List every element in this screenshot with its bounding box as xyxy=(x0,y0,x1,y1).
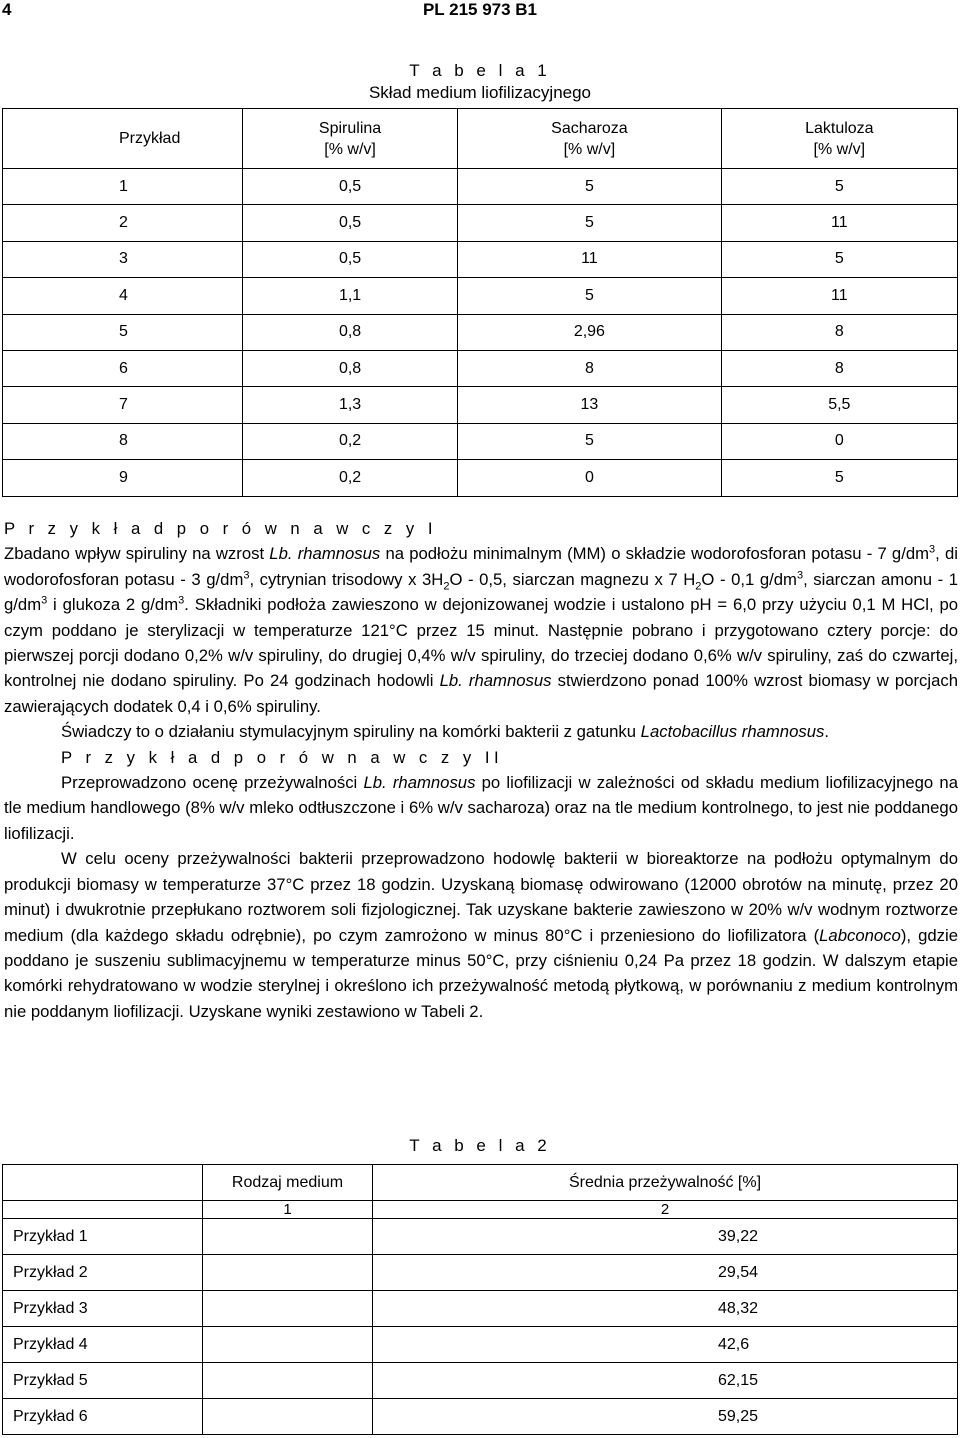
table2-column-number: 2 xyxy=(373,1201,958,1219)
table2-cell: Przykład 3 xyxy=(3,1291,203,1327)
table1-cell: 7 xyxy=(3,387,243,423)
table1-cell: 2,96 xyxy=(458,314,722,350)
table1-cell: 11 xyxy=(721,205,957,241)
table2-cell: 62,15 xyxy=(373,1363,958,1399)
table2-cell xyxy=(203,1363,373,1399)
table1-cell: 8 xyxy=(721,314,957,350)
table2-column-number xyxy=(3,1201,203,1219)
table1-cell: 13 xyxy=(458,387,722,423)
table1-cell: 1,3 xyxy=(243,387,458,423)
table1-cell: 1,1 xyxy=(243,278,458,314)
table2-cell: 39,22 xyxy=(373,1219,958,1255)
paragraph-1: Zbadano wpływ spiruliny na wzrost Lb. rhamnosus na podłożu minimalnym (MM) o składzie wodorofosforan potasu - 7 $g/dm^3$, di wodorofosforan potasu - 3 $g/dm^3$, cytrynian trisodowy x $3H_2O - 0,5$, siarczan magnezu x 7 $H_2O - 0,1$ $g/dm^3$, siarczan amonu - 1 $g/dm^3$ i glukoza 2 $g/dm^3$. Składniki podłoża zawieszono w dejonizowanej wodzie i ustalono pH = 6,0 przy użyciu 0,1 M HCl, po czym poddano je sterylizacji w temperaturze 121°C przez 15 minut. Następnie pobrano i przygotowano cztery porcje: do pierwszej porcji dodano 0,2% w/v spiruliny, do drugiej 0,4% w/v spiruliny, do trzeciej dodano 0,6% w/v spiruliny, zaś do czwartej, kontrolnej nie dodano spiruliny. Po 24 godzinach hodowli Lb. rhamnosus stwierdzono ponad 100% wzrost biomasy w porcjach zawierających dodatek 0,4 i 0,6% spiruliny. xyxy=(4,543,958,716)
table1-cell: 8 xyxy=(3,423,243,459)
table1-header-cell: Sacharoza [% w/v] xyxy=(458,109,722,169)
table2-cell: Przykład 1 xyxy=(3,1219,203,1255)
table1-cell: 8 xyxy=(458,350,722,386)
table2-cell xyxy=(203,1255,373,1291)
table1-cell: 5 xyxy=(458,169,722,205)
table-row xyxy=(3,1291,958,1327)
table1-cell: 5 xyxy=(458,205,722,241)
table-row xyxy=(3,1255,958,1291)
table1-caption xyxy=(0,60,960,104)
example-1-heading: P r z y k ł a d p o r ó w n a w c z y I xyxy=(4,519,438,538)
table1-cell: 0 xyxy=(721,423,957,459)
table2-cell xyxy=(203,1327,373,1363)
table1-header-cell: Laktuloza [% w/v] xyxy=(721,109,957,169)
table1-subtitle: Skład medium liofilizacyjnego xyxy=(368,83,592,102)
table-row xyxy=(3,1327,958,1363)
paragraph-3: Przeprowadzono ocenę przeżywalności Lb. rhamnosus po liofilizacji w zależności od składu medium liofilizacyjnego na tle medium handlowego (8% w/v mleko odtłuszczone i 6% w/v sacharoza) oraz na tle medium kontrolnego, to jest nie poddanego liofilizacji. xyxy=(4,773,958,843)
table2-cell: Przykład 2 xyxy=(3,1255,203,1291)
table1-cell: 6 xyxy=(3,350,243,386)
table-row xyxy=(3,1219,958,1255)
table1-cell: 0,2 xyxy=(243,460,458,496)
table1-cell: 0,5 xyxy=(243,169,458,205)
table1-cell: 5 xyxy=(458,423,722,459)
table1-cell: 4 xyxy=(3,278,243,314)
table-row xyxy=(3,350,958,386)
table2-header-cell xyxy=(3,1165,203,1201)
table2-cell xyxy=(203,1219,373,1255)
table1-cell: 5 xyxy=(721,169,957,205)
table2-title: T a b e l a 2 xyxy=(409,1136,551,1155)
table1-header-cell: Spirulina [% w/v] xyxy=(243,109,458,169)
table1-cell: 0 xyxy=(458,460,722,496)
example-2-heading: P r z y k ł a d p o r ó w n a w c z y II xyxy=(61,747,504,767)
table2-cell: Przykład 5 xyxy=(3,1363,203,1399)
table1-cell: 5 xyxy=(458,278,722,314)
table-row xyxy=(3,169,958,205)
table2-cell: Przykład 4 xyxy=(3,1327,203,1363)
table1-cell: 11 xyxy=(721,278,957,314)
table1-cell: 5 xyxy=(721,460,957,496)
table1-cell: 0,8 xyxy=(243,350,458,386)
table1-cell: 5 xyxy=(3,314,243,350)
table-row xyxy=(3,205,958,241)
table2 xyxy=(2,1164,958,1435)
table2-cell xyxy=(203,1399,373,1435)
table1-cell: 1 xyxy=(3,169,243,205)
table1-cell: 0,5 xyxy=(243,205,458,241)
page-number: 4 xyxy=(2,0,12,19)
page-header xyxy=(0,0,960,22)
table2-header-cell: Rodzaj medium xyxy=(203,1165,373,1201)
table2-cell: 29,54 xyxy=(373,1255,958,1291)
table1-cell: 5 xyxy=(721,241,957,277)
table-row xyxy=(3,1363,958,1399)
table2-cell: 48,32 xyxy=(373,1291,958,1327)
body-text xyxy=(4,516,958,1024)
table-row xyxy=(3,1399,958,1435)
table-row xyxy=(3,423,958,459)
table1-header-cell: Przykład xyxy=(3,109,243,169)
paragraph-2: Świadczy to o działaniu stymulacyjnym spiruliny na komórki bakterii z gatunku Lactobacillus rhamnosus. xyxy=(61,722,829,742)
table2-cell: 42,6 xyxy=(373,1327,958,1363)
table2-cell: 59,25 xyxy=(373,1399,958,1435)
table2-cell xyxy=(203,1291,373,1327)
table2-header-row xyxy=(3,1165,958,1201)
table-row xyxy=(3,460,958,496)
table1-cell: 8 xyxy=(721,350,957,386)
table1-cell: 11 xyxy=(458,241,722,277)
table1-header-row xyxy=(3,109,958,169)
table-row xyxy=(3,278,958,314)
table1-cell: 9 xyxy=(3,460,243,496)
table1-cell: 5,5 xyxy=(721,387,957,423)
table1-title: T a b e l a 1 xyxy=(409,61,551,80)
table1-cell: 3 xyxy=(3,241,243,277)
paragraph-4: W celu oceny przeżywalności bakterii przeprowadzono hodowlę bakterii w bioreaktorze na podłożu optymalnym do produkcji biomasy w temperaturze 37°C przez 18 godzin. Uzyskaną biomasę odwirowano (12000 obrotów na minutę, przez 20 minut) i dwukrotnie przepłukano roztworem soli fizjologicznej. Tak uzyskane bakterie zawieszono w 20% w/v wodnym roztworze medium (dla każdego składu odrębnie), po czym zamrożono w minus 80°C i przeniesiono do liofilizatora (Labconoco), gdzie poddano je suszeniu sublimacyjnemu w temperaturze minus 50°C, przy ciśnieniu 0,24 Pa przez 18 godzin. W dalszym etapie komórki rehydratowano w wodzie sterylnej i określono ich przeżywalność metodą płytkową, w porównaniu z medium kontrolnym nie poddanym liofilizacji. Uzyskane wyniki zestawiono w Tabeli 2. xyxy=(4,849,958,1021)
table2-column-number: 1 xyxy=(203,1201,373,1219)
document-id: PL 215 973 B1 xyxy=(422,0,538,19)
table1-cell: 0,5 xyxy=(243,241,458,277)
table1-cell: 2 xyxy=(3,205,243,241)
table1-cell: 0,8 xyxy=(243,314,458,350)
table2-cell: Przykład 6 xyxy=(3,1399,203,1435)
table-row xyxy=(3,241,958,277)
table1 xyxy=(2,108,958,497)
table-row xyxy=(3,314,958,350)
table-row xyxy=(3,387,958,423)
table2-header-cell: Średnia przeżywalność [%] xyxy=(373,1165,958,1201)
table1-cell: 0,2 xyxy=(243,423,458,459)
table2-column-number-row xyxy=(3,1201,958,1219)
